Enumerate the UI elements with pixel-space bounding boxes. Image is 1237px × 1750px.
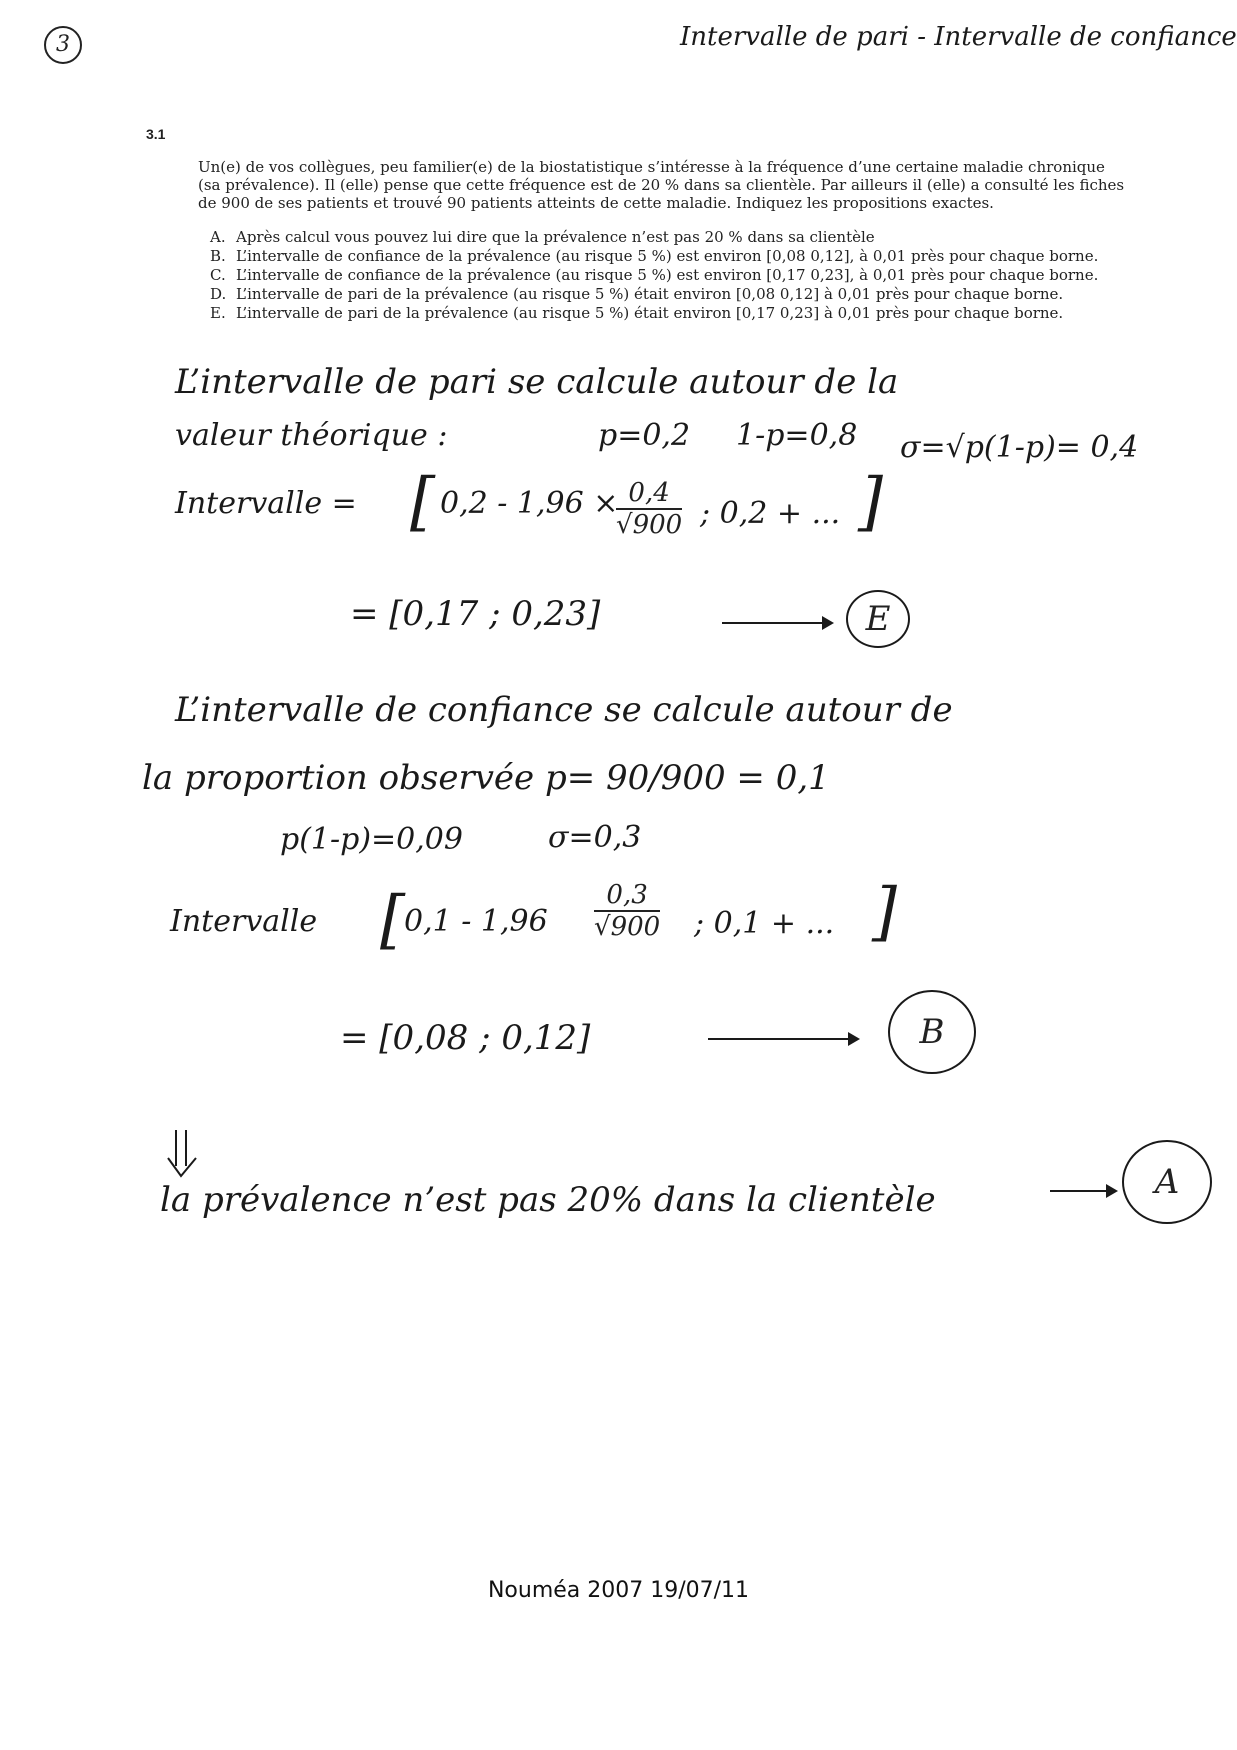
pari-bracket-close: ] — [858, 465, 883, 539]
page-number: 3 — [44, 26, 82, 64]
conf-explanation-line1: L’intervalle de confiance se calcule autour de — [175, 690, 953, 730]
conclusion-text: la prévalence n’est pas 20% dans la clientèle — [160, 1180, 936, 1220]
pari-explanation-line1: L’intervalle de pari se calcule autour de la — [175, 362, 899, 402]
conf-interval-label: Intervalle — [170, 904, 318, 939]
conclusion-answer-circle: A — [1122, 1140, 1212, 1224]
pari-sigma: σ=√p(1-p)= 0,4 — [900, 430, 1139, 465]
pari-interval-right: ; 0,2 + ... — [700, 496, 841, 531]
option-b: B. L’intervalle de confiance de la prévalence (au risque 5 %) est environ [0,08 0,12], à 0,01 près pour chaque borne. — [210, 247, 1099, 265]
options-list — [210, 228, 1140, 323]
pari-fraction — [616, 478, 682, 540]
option-d: D. L’intervalle de pari de la prévalence (au risque 5 %) était environ [0,08 0,12] à 0,01 près pour chaque borne. — [210, 285, 1064, 303]
pari-result: = [0,17 ; 0,23] — [350, 594, 601, 634]
conf-explanation-line2: la proportion observée p= 90/900 = 0,1 — [142, 758, 830, 798]
question-number: 3.1 — [146, 126, 166, 142]
option-c: C. L’intervalle de confiance de la prévalence (au risque 5 %) est environ [0,17 0,23], à 0,01 près pour chaque borne. — [210, 266, 1099, 284]
pari-interval-left: 0,2 - 1,96 × — [440, 486, 619, 521]
pari-fraction-numerator: 0,4 — [616, 478, 682, 510]
conf-arrow-icon — [708, 1038, 858, 1040]
implies-arrow-icon — [164, 1128, 204, 1178]
conf-bracket-close: ] — [872, 875, 897, 949]
conf-interval-left: 0,1 - 1,96 — [404, 904, 548, 939]
pari-bracket-open: [ — [410, 465, 435, 539]
page-title: Intervalle de pari - Intervalle de confiance — [680, 22, 1237, 52]
conf-fraction-numerator: 0,3 — [594, 880, 660, 912]
conf-fraction-denominator: √900 — [594, 912, 661, 942]
conf-result: = [0,08 ; 0,12] — [340, 1018, 591, 1058]
pari-arrow-icon — [722, 622, 832, 624]
pari-p-value: p=0,2 — [598, 418, 691, 453]
conf-sigma: σ=0,3 — [548, 820, 642, 855]
option-e: E. L’intervalle de pari de la prévalence (au risque 5 %) était environ [0,17 0,23] à 0,01 près pour chaque borne. — [210, 304, 1064, 322]
conf-fraction — [594, 880, 660, 942]
conf-bracket-open: [ — [380, 883, 405, 957]
conf-interval-right: ; 0,1 + ... — [694, 906, 835, 941]
question-stem: Un(e) de vos collègues, peu familier(e) de la biostatistique s’intéresse à la fréquence d’une certaine maladie chronique (sa prévalence). Il (elle) pense que cette fréquence est de 20 % dans sa clientèle. Par ailleurs il (elle) a consulté les fiches de 900 de ses patients et trouvé 90 patients atteints de cette maladie. Indiquez les propositions exactes. — [198, 158, 1125, 212]
conf-answer-circle: B — [888, 990, 976, 1074]
pari-interval-label: Intervalle = — [175, 486, 357, 521]
pari-fraction-denominator: √900 — [616, 510, 683, 540]
conf-pq: p(1-p)=0,09 — [280, 822, 463, 857]
option-a: A. Après calcul vous pouvez lui dire que la prévalence n’est pas 20 % dans sa clientèle — [210, 228, 875, 246]
pari-one-minus-p: 1-p=0,8 — [736, 418, 858, 453]
conclusion-arrow-icon — [1050, 1190, 1116, 1192]
pari-answer-circle: E — [846, 590, 910, 648]
footer-text: Nouméa 2007 19/07/11 — [487, 1578, 750, 1603]
pari-explanation-line2: valeur théorique : — [175, 418, 448, 453]
